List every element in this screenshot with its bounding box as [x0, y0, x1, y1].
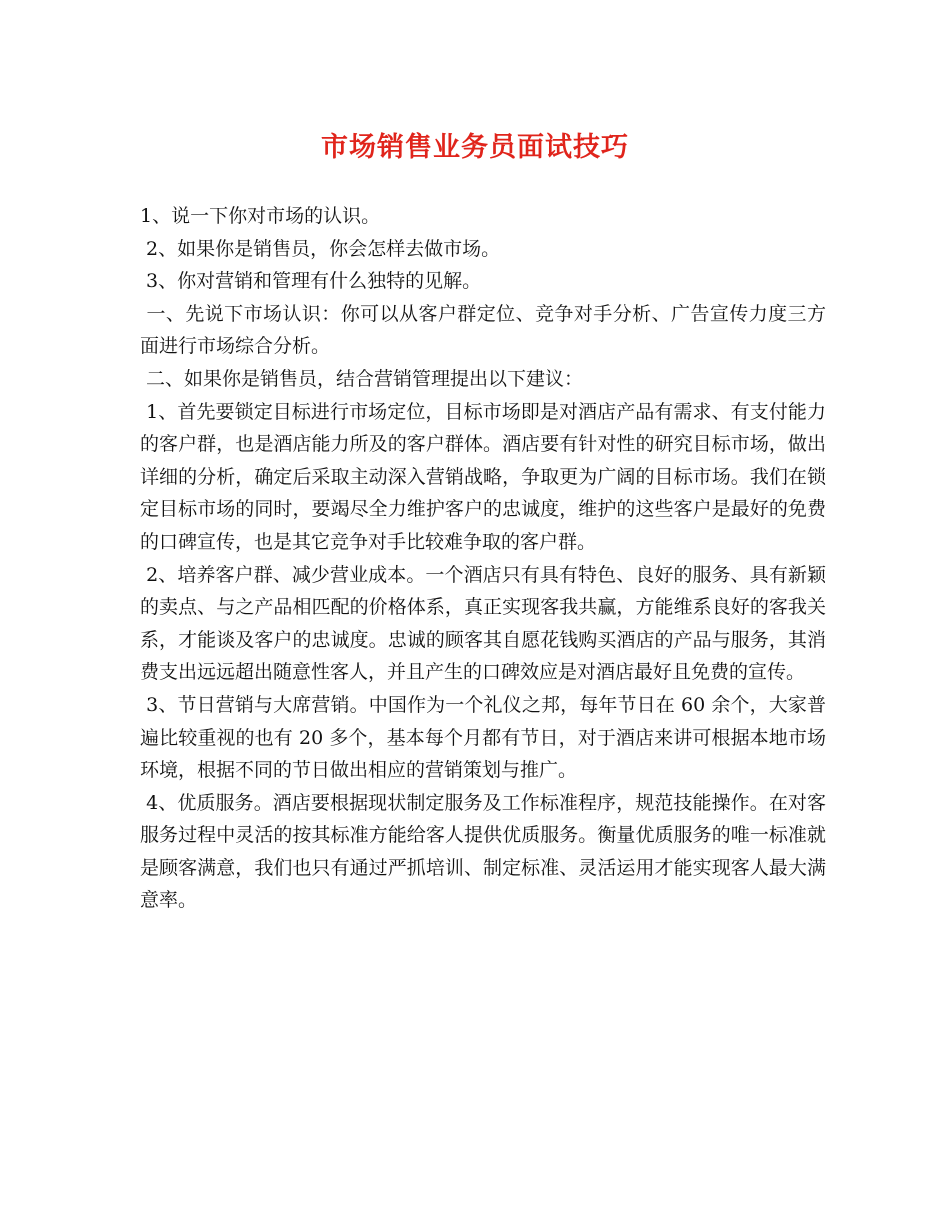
- question-3: 3、你对营销和管理有什么独特的见解。: [140, 270, 482, 293]
- document-title: 市场销售业务员面试技巧: [321, 132, 629, 163]
- document-body: [140, 200, 826, 917]
- question-2: 2、如果你是销售员，你会怎样去做市场。: [140, 237, 501, 260]
- suggestion-4: 4、优质服务。酒店要根据现状制定服务及工作标准程序，规范技能操作。在对客服务过程中灵活的按其标准方能给客人提供优质服务。衡量优质服务的唯一标准就是顾客满意，我们也只有通过严抓培训、制定标准、灵活运用才能实现客人最大满意率。: [140, 791, 826, 912]
- question-1: 1、说一下你对市场的认识。: [140, 205, 381, 227]
- suggestion-2: 2、培养客户群、减少营业成本。一个酒店只有具有特色、良好的服务、具有新颖的卖点、与之产品相匹配的价格体系，真正实现客我共赢，方能维系良好的客我关系，才能谈及客户的忠诚度。忠诚的顾客其自愿花钱购买酒店的产品与服务，其消费支出远远超出随意性客人，并且产生的口碑效应是对酒店最好且免费的宣传。: [140, 563, 826, 684]
- answer-section-2-intro: 二、如果你是销售员，结合营销管理提出以下建议：: [140, 367, 584, 390]
- answer-section-1: 一、先说下市场认识：你可以从客户群定位、竞争对手分析、广告宣传力度三方面进行市场综合分析。: [140, 302, 826, 358]
- suggestion-3: 3、节日营销与大席营销。中国作为一个礼仪之邦，每年节日在 60 余个，大家普遍比较重视的也有 20 多个，基本每个月都有节日，对于酒店来讲可根据本地市场环境，根据不同的节日做出相应的营销策划与推广。: [140, 693, 826, 782]
- suggestion-1: 1、首先要锁定目标进行市场定位，目标市场即是对酒店产品有需求、有支付能力的客户群，也是酒店能力所及的客户群体。酒店要有针对性的研究目标市场，做出详细的分析，确定后采取主动深入营销战略，争取更为广阔的目标市场。我们在锁定目标市场的同时，要竭尽全力维护客户的忠诚度，维护的这些客户是最好的免费的口碑宣传，也是其它竞争对手比较难争取的客户群。: [140, 400, 826, 553]
